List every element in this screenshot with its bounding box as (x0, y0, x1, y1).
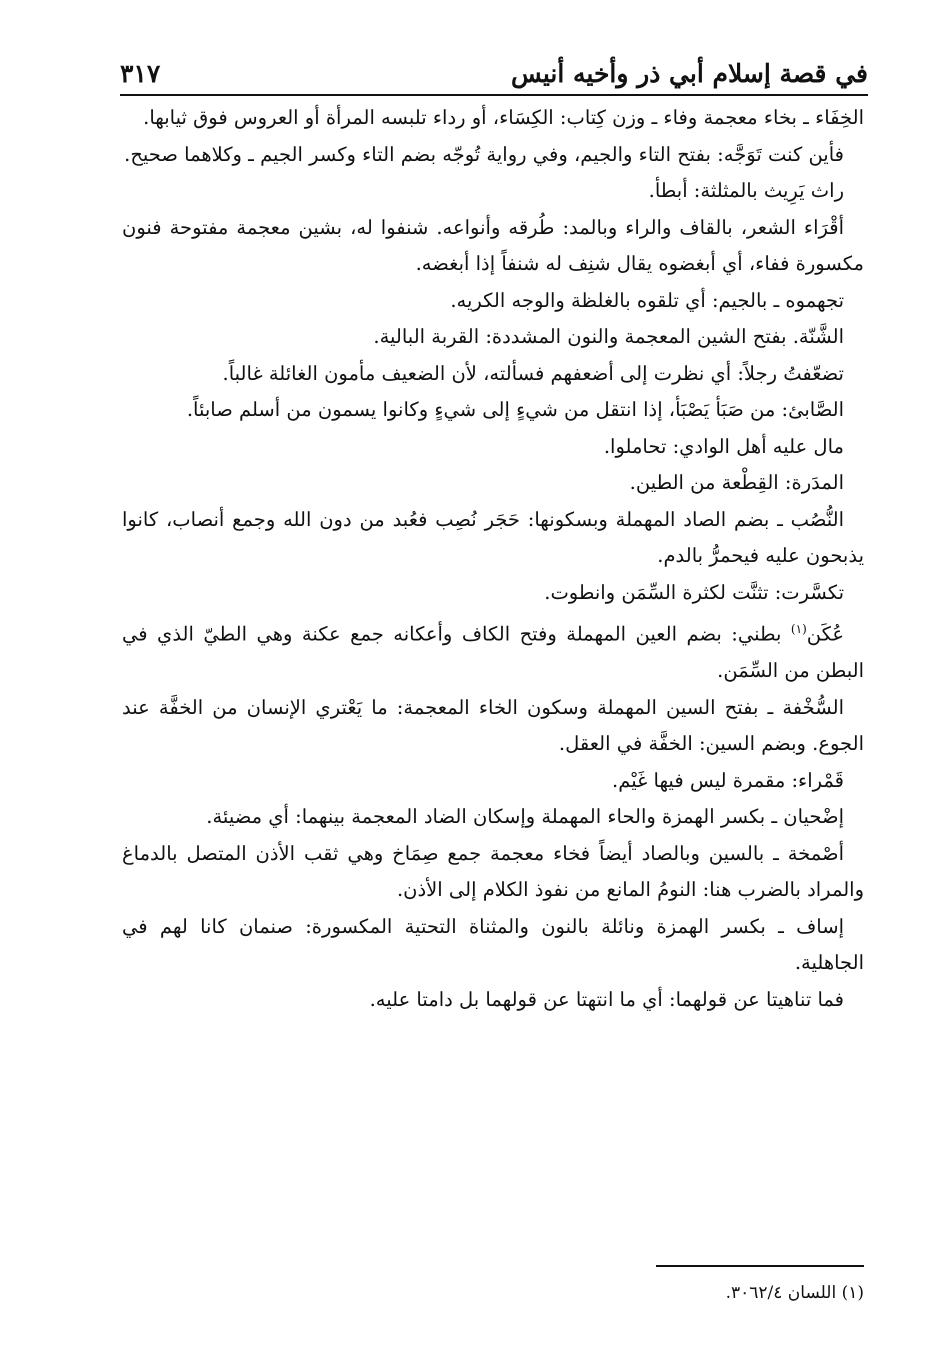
paragraph: تضعّفتُ رجلاً: أي نظرت إلى أضعفهم فسألته، لأن الضعيف مأمون الغائلة غالباً. (222, 361, 844, 385)
paragraph: الصَّابئ: من صَبَأ يَصْبَأ، إذا انتقل من شيءٍ إلى شيءٍ وكانوا يسمون من أسلم صابئاً. (186, 398, 844, 421)
paragraph: أقْرَاء الشعر، بالقاف والراء وبالمد: طُرقه وأنواعه. شنفوا له، بشين معجمة مفتوحة فنون مكسورة ففاء، أي أبغضوه يقال شنِف له شنفاً إذا أبغضه. (122, 215, 864, 275)
paragraph: السُّخْفة ـ بفتح السين المهملة وسكون الخاء المعجمة: ما يَعْتري الإنسان من الخفَّة عند الجوع. وبضم السين: الخفَّة في العقل. (122, 695, 864, 755)
body-text (122, 100, 864, 1018)
footnote: (١) اللسان ٣٠٦٢/٤. (725, 1283, 864, 1303)
paragraph: مال عليه أهل الوادي: تحاملوا. (603, 434, 844, 458)
paragraph: الشَّنّة. بفتح الشين المعجمة والنون المشددة: القربة البالية. (373, 325, 844, 348)
paragraph: تجهموه ـ بالجيم: أي تلقوه بالغلظة والوجه الكريه. (450, 288, 844, 312)
paragraph: تكسَّرت: تثنَّت لكثرة السِّمَن وانطوت. (544, 580, 844, 604)
paragraph: إضْحيان ـ بكسر الهمزة والحاء المهملة وإسكان الضاد المعجمة بينهما: أي مضيئة. (206, 805, 844, 828)
akan-term: عُكَن (806, 622, 844, 646)
paragraph: المدَرة: القِطْعة من الطين. (629, 471, 844, 494)
footnote-divider (656, 1265, 864, 1267)
paragraph: فأين كنت تَوَجَّه: بفتح التاء والجيم، وفي رواية تُوجّه بضم التاء وكسر الجيم ـ وكلاهما صحيح. (124, 142, 844, 166)
page-number: ٣١٧ (120, 59, 161, 88)
paragraph: الخِفَاء ـ بخاء معجمة وفاء ـ وزن كِتاب: الكِسَاء، أو رداء تلبسه المرأة أو العروس فوق ثيابها. (143, 106, 864, 129)
footnote-ref: (١) (790, 622, 807, 636)
paragraph: النُّصُب ـ بضم الصاد المهملة وبسكونها: حَجَر نُصِب فعُبد من دون الله وجمع أنصاب، كانوا يذبحون عليه فيحمرُّ بالدم. (122, 507, 864, 567)
paragraph: قَمْراء: مقمرة ليس فيها غَيْم. (612, 768, 844, 792)
page-header (120, 48, 868, 96)
paragraph: فما تناهيتا عن قولهما: أي ما انتهتا عن قولهما بل دامتا عليه. (369, 987, 844, 1011)
running-title: في قصة إسلام أبي ذر وأخيه أنيس (510, 59, 868, 88)
paragraph: إساف ـ بكسر الهمزة ونائلة بالنون والمثناة التحتية المكسورة: صنمان كانا لهم في الجاهلية. (122, 914, 864, 974)
paragraph: راث يَرِيث بالمثلثة: أبطأ. (648, 179, 844, 202)
akan-definition: بطني: بضم العين المهملة وفتح الكاف وأعكانه جمع عكنة وهي الطيّ الذي في البطن من السِّمَن. (122, 622, 864, 682)
paragraph-akan (122, 611, 864, 690)
paragraph: أصْمخة ـ بالسين وبالصاد أيضاً فخاء معجمة جمع صِمَاخ وهي ثقب الأذن المتصل بالدماغ والمراد بالضرب هنا: النومُ المانع من نفوذ الكلام إلى الأذن. (122, 841, 864, 901)
